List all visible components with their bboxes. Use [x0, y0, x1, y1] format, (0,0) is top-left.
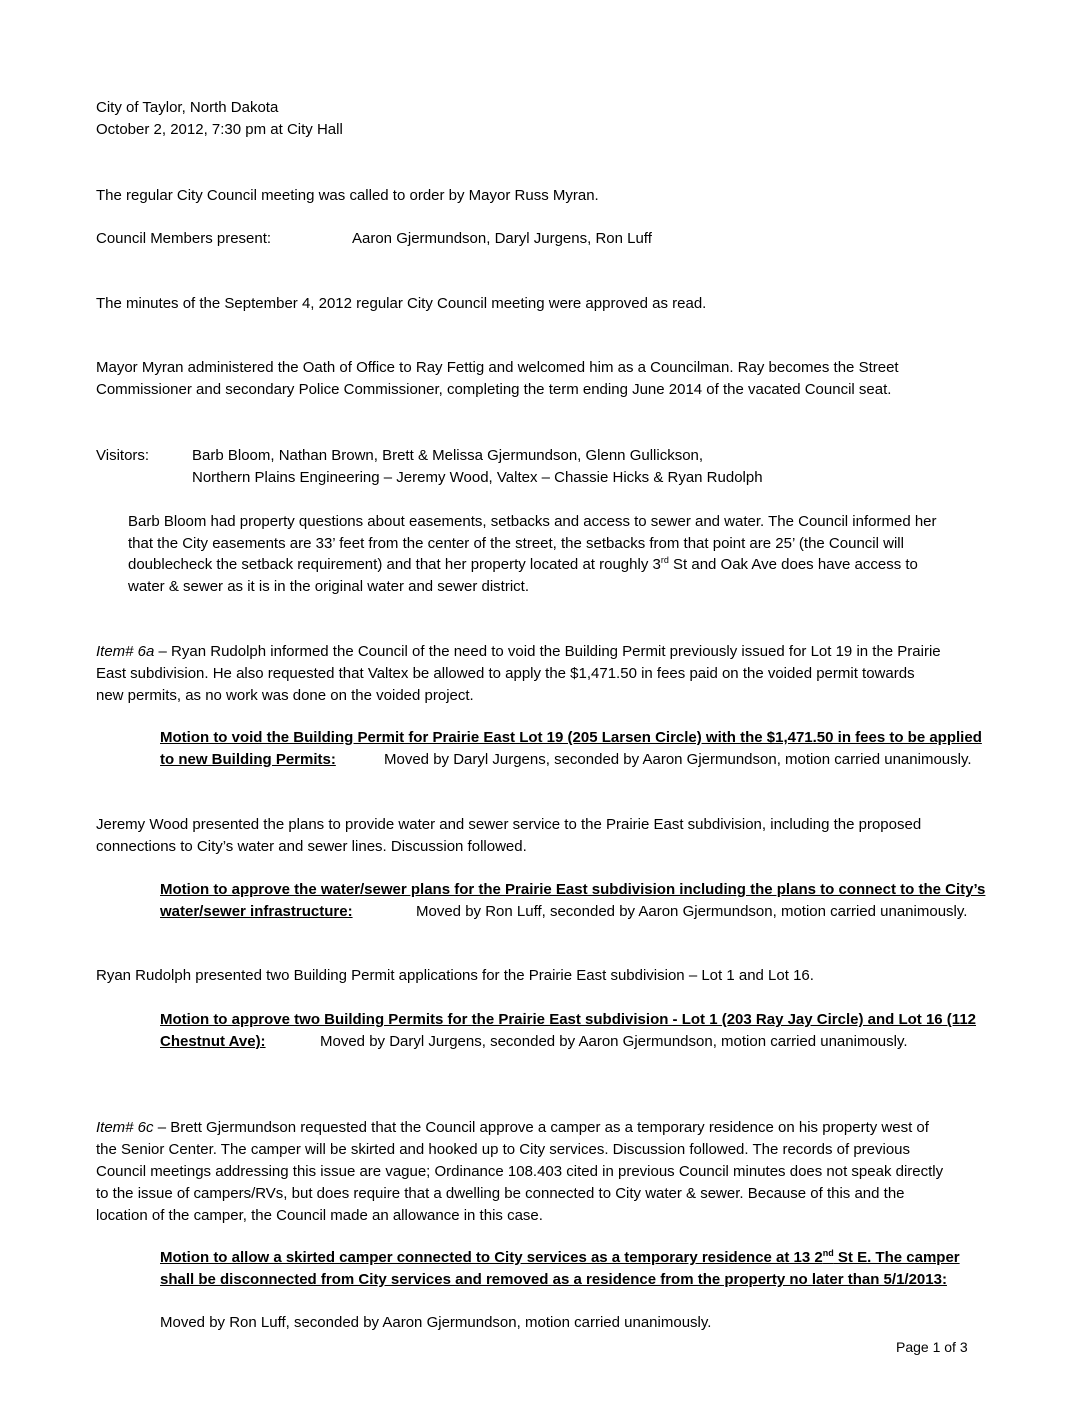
visitors-line: Northern Plains Engineering – Jeremy Wood, Valtex – Chassie Hicks & Ryan Rudolph — [192, 469, 763, 486]
item-6c-line: Item# 6c – Brett Gjermundson requested that the Council approve a camper as a temporary residence on his property west of — [96, 1119, 929, 1136]
council-members-names: Aaron Gjermundson, Daryl Jurgens, Ron Luff — [352, 230, 652, 247]
motion-2-text: water/sewer infrastructure: — [160, 903, 353, 920]
barb-paragraph-line: Barb Bloom had property questions about easements, setbacks and access to sewer and water. The Council informed her — [128, 513, 937, 530]
oath-line: Mayor Myran administered the Oath of Office to Ray Fettig and welcomed him as a Councilman. Ray becomes the Street — [96, 359, 899, 376]
header-date: October 2, 2012, 7:30 pm at City Hall — [96, 121, 343, 138]
motion-3-text: Chestnut Ave): — [160, 1033, 266, 1050]
ryan-paragraph: Ryan Rudolph presented two Building Permit applications for the Prairie East subdivision – Lot 1 and Lot 16. — [96, 967, 814, 984]
motion-2-text: Motion to approve the water/sewer plans for the Prairie East subdivision including the plans to connect to the City’s — [160, 881, 986, 898]
motion-1-moved: Moved by Daryl Jurgens, seconded by Aaron Gjermundson, motion carried unanimously. — [384, 751, 972, 768]
item-6a-tag: Item# 6a — [96, 643, 155, 660]
motion-4-text: Motion to allow a skirted camper connected to City services as a temporary residence at 13 2nd St E. The camper — [160, 1248, 960, 1266]
visitors-label: Visitors: — [96, 447, 150, 464]
header-city: City of Taylor, North Dakota — [96, 99, 279, 116]
motion-3-moved: Moved by Daryl Jurgens, seconded by Aaron Gjermundson, motion carried unanimously. — [320, 1033, 908, 1050]
minutes-approval: The minutes of the September 4, 2012 regular City Council meeting were approved as read. — [96, 295, 707, 312]
motion-2-moved: Moved by Ron Luff, seconded by Aaron Gjermundson, motion carried unanimously. — [416, 903, 968, 920]
item-6c-tag: Item# 6c — [96, 1119, 154, 1136]
motion-1-text: to new Building Permits: — [160, 751, 336, 768]
motion-4-moved: Moved by Ron Luff, seconded by Aaron Gjermundson, motion carried unanimously. — [160, 1314, 712, 1331]
oath-line: Commissioner and secondary Police Commissioner, completing the term ending June 2014 of the vacated Council seat. — [96, 381, 892, 398]
barb-paragraph-line: water & sewer as it is in the original water and sewer district. — [128, 578, 529, 595]
item-6a-line: Item# 6a – Ryan Rudolph informed the Council of the need to void the Building Permit previously issued for Lot 19 in the Prairie — [96, 643, 941, 660]
barb-paragraph-line: that the City easements are 33’ feet from the center of the street, the setbacks from that point are 25’ (the Council will — [128, 535, 904, 552]
motion-4-text: shall be disconnected from City services and removed as a residence from the property no later than 5/1/2013: — [160, 1271, 947, 1288]
jeremy-paragraph-line: Jeremy Wood presented the plans to provide water and sewer service to the Prairie East subdivision, including the proposed — [96, 816, 922, 833]
call-to-order: The regular City Council meeting was called to order by Mayor Russ Myran. — [96, 187, 599, 204]
motion-1-text: Motion to void the Building Permit for Prairie East Lot 19 (205 Larsen Circle) with the $1,471.50 in fees to be applied — [160, 729, 982, 746]
page-number: Page 1 of 3 — [896, 1339, 968, 1355]
visitors-line: Barb Bloom, Nathan Brown, Brett & Melissa Gjermundson, Glenn Gullickson, — [192, 447, 704, 464]
item-6a-line: new permits, as no work was done on the voided project. — [96, 687, 474, 704]
item-6a-line: East subdivision. He also requested that Valtex be allowed to apply the $1,471.50 in fees paid on the voided permit towards — [96, 665, 915, 682]
item-6c-line: location of the camper, the Council made an allowance in this case. — [96, 1207, 543, 1224]
barb-paragraph-line: doublecheck the setback requirement) and that her property located at roughly 3rd St and Oak Ave does have access to — [128, 555, 918, 573]
item-6c-line: to the issue of campers/RVs, but does require that a dwelling be connected to City water & sewer. Because of this and the — [96, 1185, 905, 1202]
item-6c-line: Council meetings addressing this issue are vague; Ordinance 108.403 cited in previous Council minutes does not speak directly — [96, 1163, 944, 1180]
jeremy-paragraph-line: connections to City’s water and sewer lines. Discussion followed. — [96, 838, 527, 855]
council-members-label: Council Members present: — [96, 230, 272, 247]
item-6c-line: the Senior Center. The camper will be skirted and hooked up to City services. Discussion followed. The records of previous — [96, 1141, 911, 1158]
motion-3-text: Motion to approve two Building Permits for the Prairie East subdivision - Lot 1 (203 Ray Jay Circle) and Lot 16 (112 — [160, 1011, 977, 1028]
